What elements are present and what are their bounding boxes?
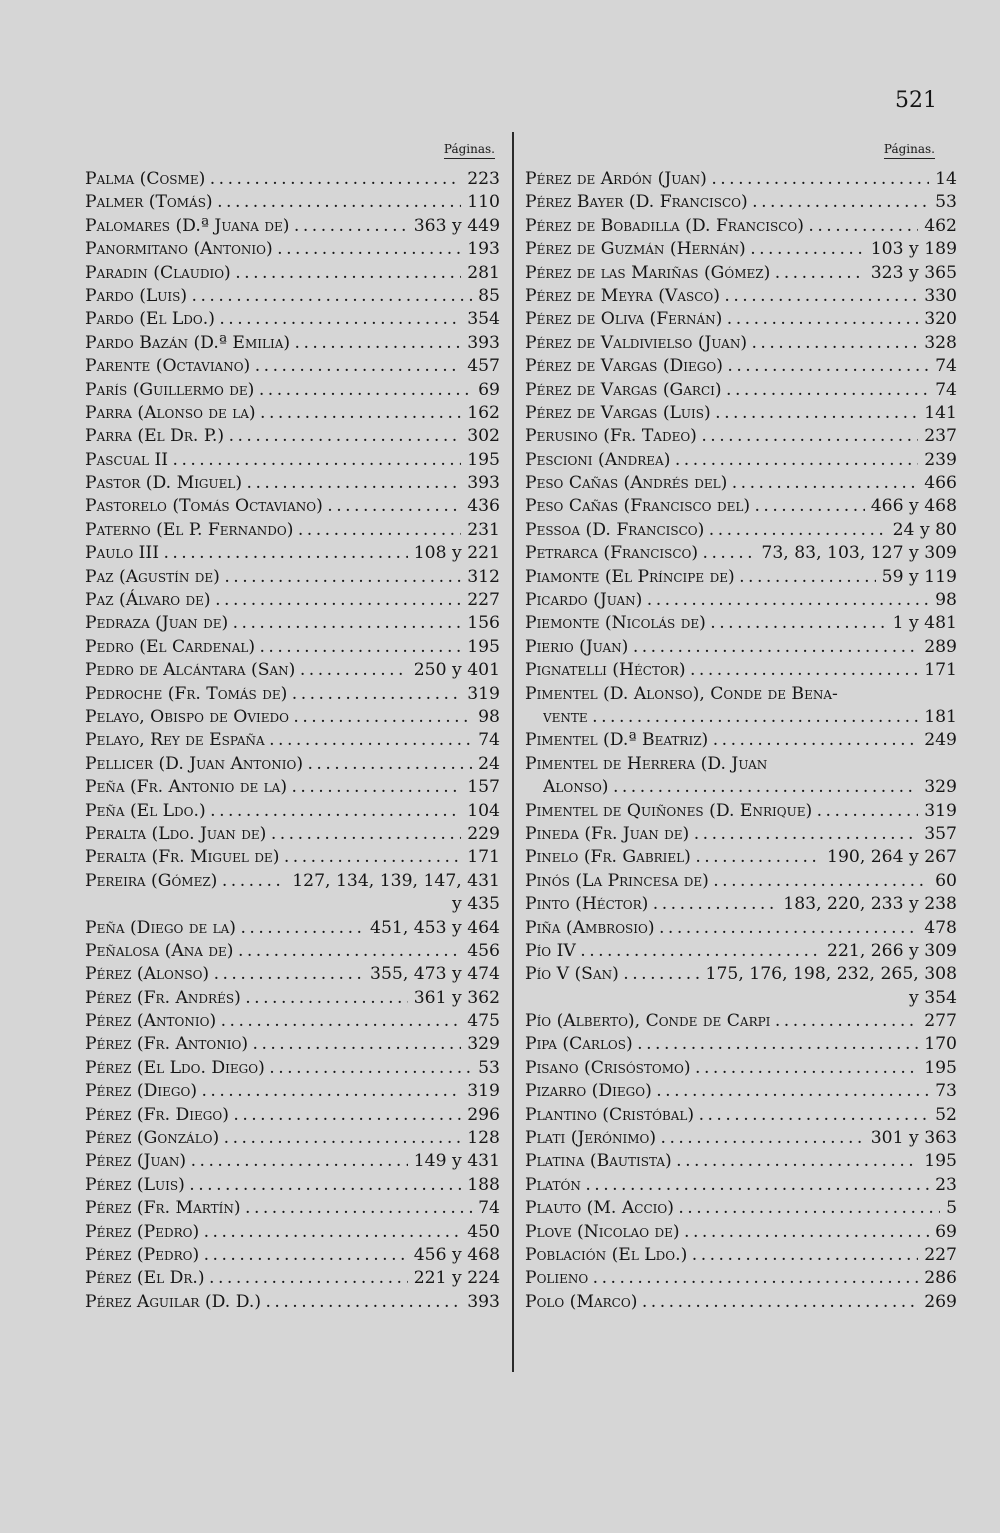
entry-name: Pérez de Ardón (Juan) . . . — [525, 168, 929, 191]
entry-pages: 98 — [935, 590, 957, 611]
entry-pages: 393 — [467, 1291, 500, 1312]
index-entry — [85, 659, 500, 682]
entry-name: Pérez (Fr. Martín) . . . — [85, 1197, 472, 1220]
entry-pages: 319 — [924, 800, 957, 821]
entry-name: Pisano (Crisóstomo) . . . — [525, 1057, 918, 1080]
entry-pages: 195 — [467, 449, 500, 470]
entry-name: Pardo (Luis) . . . — [85, 285, 472, 308]
index-entry — [525, 168, 957, 191]
index-entry — [85, 519, 500, 542]
entry-pages: 69 — [478, 379, 500, 400]
index-entry — [525, 1010, 957, 1033]
entry-name: Piemonte (Nicolás de) . . . — [525, 612, 887, 635]
index-entry — [85, 472, 500, 495]
entry-name: Población (El Ldo.) . . . — [525, 1244, 918, 1267]
entry-pages: 393 — [467, 332, 500, 353]
index-entry — [525, 1174, 957, 1197]
entry-pages: 188 — [467, 1174, 500, 1195]
entry-name: Plati (Jerónimo) . . . — [525, 1127, 865, 1150]
index-entry — [525, 472, 957, 495]
entry-name: Pastorelo (Tomás Octaviano) . . . — [85, 495, 461, 518]
index-entry — [85, 332, 500, 355]
entry-name: Palmer (Tomás) . . . — [85, 191, 461, 214]
index-entry — [85, 1033, 500, 1056]
index-entry — [525, 425, 957, 448]
entry-name: Pérez (El Ldo. Diego) . . . — [85, 1057, 472, 1080]
entry-pages: 319 — [467, 683, 500, 704]
entry-pages: 475 — [467, 1011, 500, 1032]
entry-pages: 52 — [935, 1104, 957, 1125]
index-entry — [525, 753, 957, 776]
entry-name: Pérez de Bobadilla (D. Francisco) . . . — [525, 215, 918, 238]
entry-name: Picardo (Juan) . . . — [525, 589, 929, 612]
entry-pages: 329 — [467, 1034, 500, 1055]
entry-name: Pérez (Luis) . . . — [85, 1174, 461, 1197]
entry-pages: 195 — [924, 1151, 957, 1172]
entry-pages: 157 — [467, 777, 500, 798]
index-entry — [85, 963, 500, 986]
entry-pages: 175, 176, 198, 232, 265, 308 — [705, 964, 957, 985]
entry-name: Piña (Ambrosio) . . . — [525, 917, 918, 940]
entry-name: Pío (Alberto), Conde de Carpi . . . — [525, 1010, 918, 1033]
entry-pages: 223 — [467, 169, 500, 189]
index-entry — [85, 636, 500, 659]
entry-pages: 1 y 481 — [892, 613, 957, 634]
index-entry — [525, 589, 957, 612]
entry-name: Plove (Nicolao de) . . . — [525, 1221, 929, 1244]
entry-name: Pelayo, Rey de España . . . — [85, 729, 472, 752]
index-entry — [525, 355, 957, 378]
index-entry — [525, 449, 957, 472]
entry-pages: 69 — [935, 1221, 957, 1242]
entry-name: Pinelo (Fr. Gabriel) . . . — [525, 846, 821, 869]
entry-pages: 462 — [924, 215, 957, 236]
entry-pages: 103 y 189 — [870, 239, 957, 260]
index-entry — [85, 566, 500, 589]
entry-pages: 73 — [935, 1081, 957, 1102]
entry-pages: 237 — [924, 426, 957, 447]
index-entry — [525, 1267, 957, 1290]
index-entry — [85, 683, 500, 706]
entry-pages: 231 — [467, 519, 500, 540]
entry-pages: 239 — [924, 449, 957, 470]
index-entry — [85, 495, 500, 518]
entry-pages: 5 — [946, 1198, 957, 1219]
entry-name: Pérez de Oliva (Fernán) . . . — [525, 308, 918, 331]
index-entry — [85, 823, 500, 846]
index-entry — [85, 1104, 500, 1127]
index-column-right — [525, 138, 957, 1314]
index-entry — [85, 893, 500, 916]
index-entry — [525, 940, 957, 963]
entry-pages: 53 — [935, 192, 957, 213]
entry-pages: 74 — [478, 730, 500, 751]
entry-pages: 73, 83, 103, 127 y 309 — [761, 543, 957, 564]
entry-pages: 478 — [924, 917, 957, 938]
entry-pages: 85 — [478, 285, 500, 306]
column-header: Páginas. — [85, 138, 500, 168]
entry-pages: 195 — [467, 636, 500, 657]
entry-pages: 357 — [924, 823, 957, 844]
index-entry — [525, 1291, 957, 1314]
index-entry — [85, 379, 500, 402]
entry-pages: 450 — [467, 1221, 500, 1242]
index-entry — [525, 729, 957, 752]
entry-pages: 171 — [467, 847, 500, 868]
entry-pages: 312 — [467, 566, 500, 587]
entry-pages: 98 — [478, 706, 500, 727]
index-entry — [85, 729, 500, 752]
entry-name: Pérez (Pedro) . . . — [85, 1221, 461, 1244]
index-entry — [525, 846, 957, 869]
entry-name: Pérez (Fr. Diego) . . . — [85, 1104, 461, 1127]
entry-name: Peralta (Fr. Miguel de) . . . — [85, 846, 461, 869]
entry-name: Pascual II . . . — [85, 449, 461, 472]
entry-name: vente . . . — [543, 706, 918, 729]
index-entry — [525, 870, 957, 893]
entry-name: Pelayo, Obispo de Oviedo . . . — [85, 706, 472, 729]
entry-pages: 59 y 119 — [881, 566, 957, 587]
entry-pages: 296 — [467, 1104, 500, 1125]
entry-name: Platón . . . — [525, 1174, 929, 1197]
entry-list — [85, 168, 500, 1314]
entry-name: Pérez de Vargas (Diego) . . . — [525, 355, 929, 378]
entry-pages: 229 — [467, 823, 500, 844]
entry-pages: 301 y 363 — [870, 1128, 957, 1149]
entry-pages: 128 — [467, 1128, 500, 1149]
entry-name: Polieno . . . — [525, 1267, 918, 1290]
index-entry — [525, 566, 957, 589]
entry-pages: 24 — [478, 753, 500, 774]
index-entry — [85, 1080, 500, 1103]
entry-name: Pérez (Gonzálo) . . . — [85, 1127, 461, 1150]
index-entry — [525, 1080, 957, 1103]
entry-name: Paradin (Claudio) . . . — [85, 262, 461, 285]
index-entry — [525, 379, 957, 402]
index-entry — [525, 1197, 957, 1220]
entry-pages: y 435 — [452, 894, 500, 915]
index-entry — [85, 402, 500, 425]
entry-name: Pierio (Juan) . . . — [525, 636, 918, 659]
index-entry — [525, 1104, 957, 1127]
entry-name: Pérez (Pedro) . . . — [85, 1244, 408, 1267]
index-entry — [85, 285, 500, 308]
entry-pages: 393 — [467, 473, 500, 494]
index-entry — [525, 893, 957, 916]
entry-pages: 466 — [924, 473, 957, 494]
entry-name: Perusino (Fr. Tadeo) . . . — [525, 425, 918, 448]
entry-name: Pérez (Fr. Antonio) . . . — [85, 1033, 461, 1056]
entry-name: Pérez (Juan) . . . — [85, 1150, 408, 1173]
index-entry — [85, 846, 500, 869]
entry-name: Pizarro (Diego) . . . — [525, 1080, 929, 1103]
index-entry — [85, 355, 500, 378]
index-entry — [85, 1057, 500, 1080]
entry-pages: 149 y 431 — [413, 1151, 500, 1172]
index-entry — [85, 308, 500, 331]
index-entry — [525, 308, 957, 331]
entry-name: Pardo (El Ldo.) . . . — [85, 308, 461, 331]
entry-name: Pedroche (Fr. Tomás de) . . . — [85, 683, 461, 706]
entry-name: Pimentel (D.ª Beatriz) . . . — [525, 729, 918, 752]
index-entry — [525, 1033, 957, 1056]
entry-pages: 436 — [467, 496, 500, 517]
index-entry — [525, 963, 957, 986]
index-entry — [525, 987, 957, 1010]
index-entry — [85, 449, 500, 472]
entry-name: Pedraza (Juan de) . . . — [85, 612, 461, 635]
index-entry — [525, 636, 957, 659]
index-entry — [85, 168, 500, 191]
index-entry — [85, 987, 500, 1010]
index-entry — [85, 753, 500, 776]
entry-pages: 456 — [467, 940, 500, 961]
index-entry — [85, 1150, 500, 1173]
index-entry — [85, 706, 500, 729]
entry-name: Polo (Marco) . . . — [525, 1291, 918, 1314]
entry-pages: 141 — [924, 402, 957, 423]
entry-pages: 104 — [467, 800, 500, 821]
entry-pages: 195 — [924, 1057, 957, 1078]
entry-name: Pimentel (D. Alonso), Conde de Bena- — [525, 683, 838, 704]
index-entry — [525, 262, 957, 285]
entry-pages: 74 — [935, 379, 957, 400]
index-entry — [85, 612, 500, 635]
index-entry — [85, 800, 500, 823]
entry-name: Pedro (El Cardenal) . . . — [85, 636, 461, 659]
index-entry — [85, 425, 500, 448]
index-entry — [525, 215, 957, 238]
entry-pages: 286 — [924, 1268, 957, 1289]
entry-pages: 53 — [478, 1057, 500, 1078]
entry-name: Pardo Bazán (D.ª Emilia) . . . — [85, 332, 461, 355]
index-entry — [85, 1174, 500, 1197]
entry-pages: 14 — [935, 169, 957, 189]
index-entry — [525, 776, 957, 799]
index-entry — [85, 262, 500, 285]
entry-name: Pérez de Valdivielso (Juan) . . . — [525, 332, 918, 355]
entry-list — [525, 168, 957, 1314]
index-entry — [85, 1197, 500, 1220]
index-entry — [85, 1267, 500, 1290]
entry-name: Plantino (Cristóbal) . . . — [525, 1104, 929, 1127]
entry-pages: 320 — [924, 309, 957, 330]
entry-pages: 355, 473 y 474 — [370, 964, 500, 985]
entry-name: Plauto (M. Accio) . . . — [525, 1197, 940, 1220]
entry-name: Panormitano (Antonio) . . . — [85, 238, 461, 261]
entry-name: Parra (Alonso de la) . . . — [85, 402, 461, 425]
entry-name: Peña (Diego de la) . . . — [85, 917, 364, 940]
index-entry — [525, 659, 957, 682]
entry-name: Pimentel de Herrera (D. Juan — [525, 753, 768, 774]
index-entry — [525, 542, 957, 565]
entry-pages: 456 y 468 — [413, 1244, 500, 1265]
index-entry — [85, 238, 500, 261]
index-entry — [85, 215, 500, 238]
entry-pages: 227 — [924, 1244, 957, 1265]
index-entry — [525, 917, 957, 940]
entry-name: Pimentel de Quiñones (D. Enrique) . . . — [525, 800, 918, 823]
entry-name: Parra (El Dr. P.) . . . — [85, 425, 461, 448]
entry-pages: 466 y 468 — [870, 496, 957, 517]
index-entry — [525, 495, 957, 518]
entry-name: Pérez de Meyra (Vasco) . . . — [525, 285, 918, 308]
entry-name: Pescioni (Andrea) . . . — [525, 449, 918, 472]
entry-name: París (Guillermo de) . . . — [85, 379, 472, 402]
index-entry — [85, 870, 500, 893]
column-header: Páginas. — [525, 138, 957, 168]
entry-pages: 323 y 365 — [870, 262, 957, 283]
entry-pages: 193 — [467, 239, 500, 260]
entry-pages: 302 — [467, 426, 500, 447]
entry-name: Peña (Fr. Antonio de la) . . . — [85, 776, 461, 799]
entry-pages: 23 — [935, 1174, 957, 1195]
index-entry — [85, 1244, 500, 1267]
index-entry — [525, 1221, 957, 1244]
entry-pages: 183, 220, 233 y 238 — [783, 894, 957, 915]
entry-pages: 24 y 80 — [892, 519, 957, 540]
entry-name: Pereira (Gómez) . . . — [85, 870, 286, 893]
entry-name: Peñalosa (Ana de) . . . — [85, 940, 461, 963]
entry-name: Peso Cañas (Francisco del) . . . — [525, 495, 865, 518]
index-column-left — [85, 138, 500, 1314]
entry-name: Pérez Bayer (D. Francisco) . . . — [525, 191, 929, 214]
entry-name: Pérez de Guzmán (Hernán) . . . — [525, 238, 865, 261]
entry-name: Petrarca (Francisco) . . . — [525, 542, 755, 565]
entry-pages: 451, 453 y 464 — [370, 917, 500, 938]
index-entry — [85, 1291, 500, 1314]
entry-name: Pellicer (D. Juan Antonio) . . . — [85, 753, 472, 776]
entry-name: Pérez (Antonio) . . . — [85, 1010, 461, 1033]
index-entry — [85, 589, 500, 612]
index-entry — [525, 1127, 957, 1150]
entry-pages: 190, 264 y 267 — [827, 847, 957, 868]
entry-name: Paulo III . . . — [85, 542, 408, 565]
entry-name: Paterno (El P. Fernando) . . . — [85, 519, 461, 542]
entry-name: Alonso) . . . — [543, 776, 918, 799]
entry-pages: 249 — [924, 730, 957, 751]
entry-name: Pérez Aguilar (D. D.) . . . — [85, 1291, 461, 1314]
entry-pages: 74 — [478, 1198, 500, 1219]
index-entry — [525, 706, 957, 729]
entry-pages: 156 — [467, 613, 500, 634]
index-entry — [85, 542, 500, 565]
entry-name: Paz (Agustín de) . . . — [85, 566, 461, 589]
entry-name: Pérez (Alonso) . . . — [85, 963, 364, 986]
entry-pages: 281 — [467, 262, 500, 283]
entry-name: Pérez (Diego) . . . — [85, 1080, 461, 1103]
entry-name: Palma (Cosme) . . . — [85, 168, 461, 191]
entry-name: Pineda (Fr. Juan de) . . . — [525, 823, 918, 846]
entry-name: Pérez de Vargas (Garci) . . . — [525, 379, 929, 402]
entry-name: Pastor (D. Miguel) . . . — [85, 472, 461, 495]
entry-name: Pérez de Vargas (Luis) . . . — [525, 402, 918, 425]
entry-pages: 328 — [924, 332, 957, 353]
entry-pages: 74 — [935, 356, 957, 377]
entry-name: Pío V (San) . . . — [525, 963, 700, 986]
entry-name: Pérez (El Dr.) . . . — [85, 1267, 408, 1290]
index-entry — [525, 823, 957, 846]
index-entry — [85, 776, 500, 799]
entry-pages: 329 — [924, 777, 957, 798]
entry-name: Piamonte (El Príncipe de) . . . — [525, 566, 876, 589]
entry-name: Platina (Bautista) . . . — [525, 1150, 918, 1173]
entry-name: Pérez de las Mariñas (Gómez) . . . — [525, 262, 865, 285]
index-entry — [525, 519, 957, 542]
index-entry — [525, 402, 957, 425]
page-number: 521 — [895, 88, 937, 113]
entry-pages: 162 — [467, 402, 500, 423]
entry-pages: 110 — [467, 192, 500, 213]
entry-pages: 289 — [924, 636, 957, 657]
index-entry — [525, 1244, 957, 1267]
index-entry — [525, 285, 957, 308]
entry-pages: 108 y 221 — [413, 543, 500, 564]
index-entry — [525, 191, 957, 214]
entry-pages: 181 — [924, 706, 957, 727]
entry-pages: 127, 134, 139, 147, 431 — [292, 870, 500, 891]
entry-name: Pinós (La Princesa de) . . . — [525, 870, 929, 893]
index-entry — [525, 238, 957, 261]
index-entry — [85, 917, 500, 940]
entry-pages: 170 — [924, 1034, 957, 1055]
entry-name: Pío IV . . . — [525, 940, 821, 963]
entry-name: Pedro de Alcántara (San) . . . — [85, 659, 408, 682]
index-entry — [85, 1127, 500, 1150]
entry-name: Pipa (Carlos) . . . — [525, 1033, 918, 1056]
entry-pages: 269 — [924, 1291, 957, 1312]
entry-pages: 330 — [924, 285, 957, 306]
entry-name: Paz (Álvaro de) . . . — [85, 589, 461, 612]
entry-pages: 363 y 449 — [413, 215, 500, 236]
index-entry — [85, 1221, 500, 1244]
entry-pages: y 354 — [909, 987, 957, 1008]
index-entry — [525, 683, 957, 706]
entry-pages: 250 y 401 — [413, 660, 500, 681]
entry-pages: 354 — [467, 309, 500, 330]
index-entry — [85, 940, 500, 963]
column-divider — [512, 132, 514, 1372]
entry-pages: 60 — [935, 870, 957, 891]
entry-name: Peso Cañas (Andrés del) . . . — [525, 472, 918, 495]
entry-name: Pignatelli (Héctor) . . . — [525, 659, 918, 682]
entry-name: Pessoa (D. Francisco) . . . — [525, 519, 887, 542]
entry-pages: 221 y 224 — [413, 1268, 500, 1289]
entry-pages: 361 y 362 — [413, 987, 500, 1008]
entry-pages: 457 — [467, 356, 500, 377]
entry-name: Pérez (Fr. Andrés) . . . — [85, 987, 408, 1010]
entry-name: Peralta (Ldo. Juan de) . . . — [85, 823, 461, 846]
index-entry — [525, 612, 957, 635]
index-entry — [525, 800, 957, 823]
entry-pages: 319 — [467, 1081, 500, 1102]
entry-pages: 171 — [924, 660, 957, 681]
entry-name: Palomares (D.ª Juana de) . . . — [85, 215, 408, 238]
entry-name: Pinto (Héctor) . . . — [525, 893, 777, 916]
index-entry — [85, 191, 500, 214]
entry-pages: 221, 266 y 309 — [827, 940, 957, 961]
index-entry — [525, 1057, 957, 1080]
index-entry — [525, 332, 957, 355]
entry-pages: 227 — [467, 590, 500, 611]
entry-pages: 277 — [924, 1011, 957, 1032]
entry-name: Parente (Octaviano) . . . — [85, 355, 461, 378]
index-entry — [85, 1010, 500, 1033]
index-entry — [525, 1150, 957, 1173]
entry-name: Peña (El Ldo.) . . . — [85, 800, 461, 823]
